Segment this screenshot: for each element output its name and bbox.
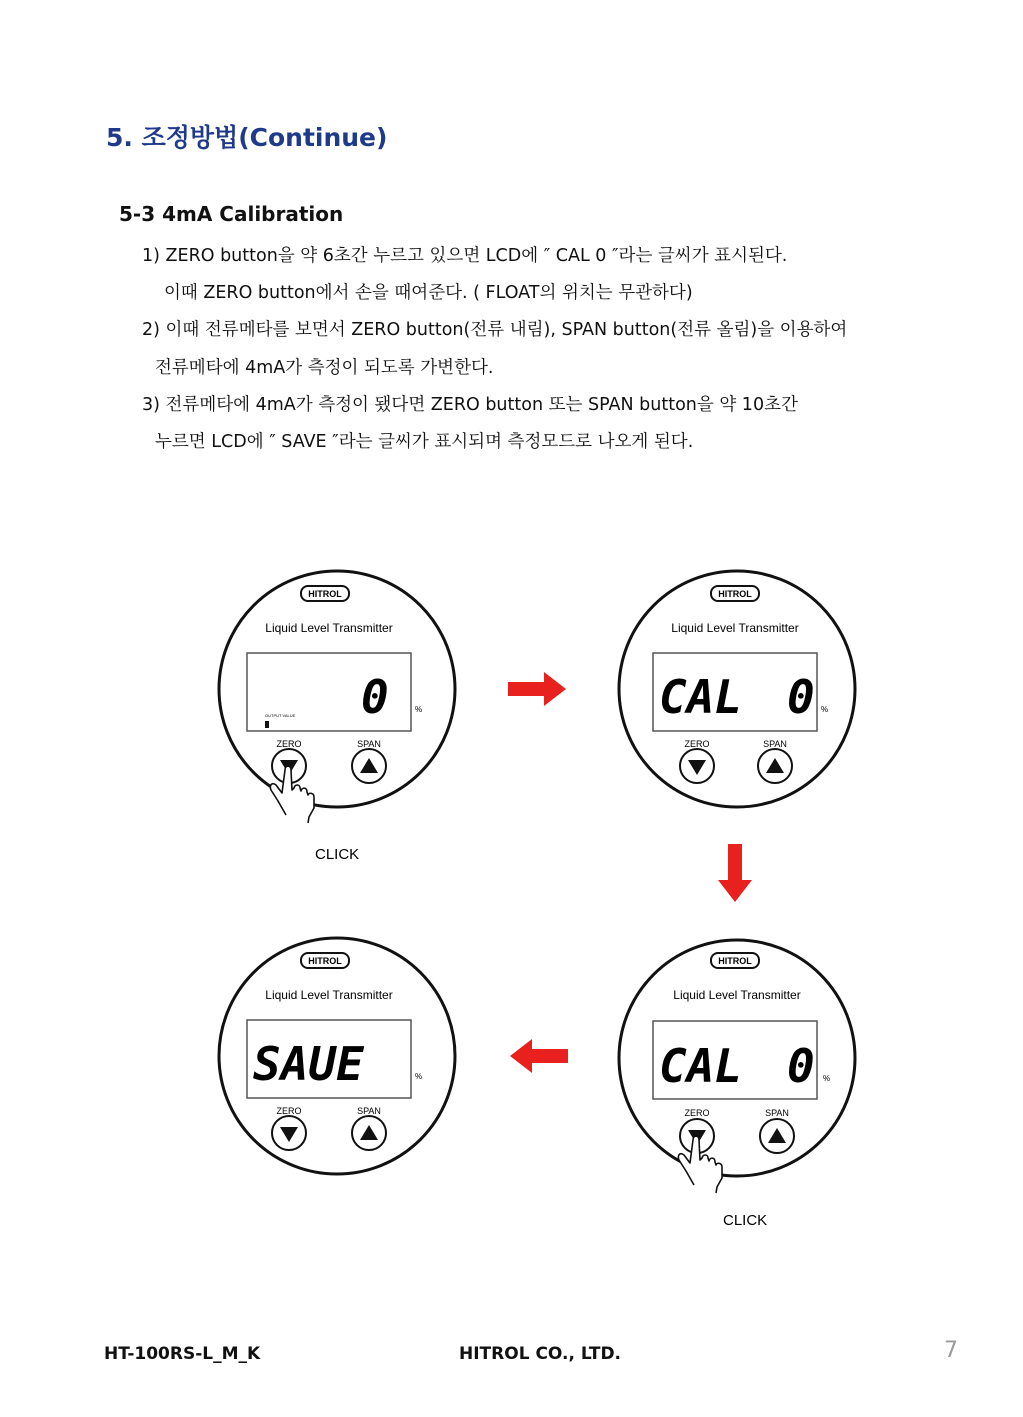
- zero-label: ZERO: [684, 1108, 710, 1118]
- device-label: Liquid Level Transmitter: [673, 988, 801, 1002]
- device-label: Liquid Level Transmitter: [671, 621, 799, 635]
- section-title: 5. 조정방법(Continue): [106, 123, 388, 152]
- output-label: OUTPUT VALUE: [265, 713, 296, 718]
- lcd-value: 0: [787, 670, 815, 724]
- sub-title: 5-3 4mA Calibration: [119, 202, 344, 226]
- zero-label: ZERO: [684, 739, 710, 749]
- step-line-3: 2) 이때 전류메타를 보면서 ZERO button(전류 내림), SPAN button(전류 올림)을 이용하여: [142, 320, 848, 340]
- span-label: SPAN: [357, 1106, 381, 1116]
- arrow-right-icon: [508, 672, 568, 706]
- click-label: CLICK: [315, 846, 360, 863]
- zero-label: ZERO: [276, 1106, 302, 1116]
- transmitter-diagram-2: [615, 565, 871, 821]
- lcd-text-cal: CAL: [659, 670, 743, 724]
- arrow-left-icon: [508, 1039, 568, 1073]
- unit-label: %: [415, 1072, 423, 1081]
- lcd-value: 0: [361, 670, 389, 724]
- transmitter-diagram-3: [209, 932, 465, 1188]
- device-label: Liquid Level Transmitter: [265, 621, 393, 635]
- brand-logo: HITROL: [718, 589, 752, 599]
- transmitter-diagram-4: [615, 932, 871, 1229]
- lcd-value: 0: [787, 1039, 815, 1093]
- lcd-text-save: SAUE: [253, 1037, 364, 1091]
- unit-label: %: [415, 705, 423, 714]
- step-line-6: 누르면 LCD에 ″ SAVE ″라는 글씨가 표시되며 측정모드로 나오게 된다.: [155, 432, 694, 452]
- page-number: 7: [944, 1338, 958, 1363]
- unit-label: %: [821, 705, 829, 714]
- footer-company: HITROL CO., LTD.: [459, 1344, 622, 1364]
- device-label: Liquid Level Transmitter: [265, 988, 393, 1002]
- brand-logo: HITROL: [308, 956, 342, 966]
- step-line-4: 전류메타에 4mA가 측정이 되도록 가변한다.: [155, 358, 494, 378]
- step-line-1: 1) ZERO button을 약 6초간 누르고 있으면 LCD에 ″ CAL 0 ″라는 글씨가 표시된다.: [142, 246, 788, 266]
- span-label: SPAN: [763, 739, 787, 749]
- transmitter-diagram-1: [209, 565, 465, 863]
- step-line-2: 이때 ZERO button에서 손을 때여준다. ( FLOAT의 위치는 무관하다): [164, 283, 693, 303]
- span-label: SPAN: [765, 1108, 789, 1118]
- arrow-down-icon: [718, 844, 752, 902]
- unit-label: %: [823, 1074, 831, 1083]
- span-label: SPAN: [357, 739, 381, 749]
- step-line-5: 3) 전류메타에 4mA가 측정이 됐다면 ZERO button 또는 SPAN button을 약 10초간: [142, 395, 798, 415]
- footer-model: HT-100RS-L_M_K: [104, 1344, 261, 1364]
- lcd-text-cal: CAL: [659, 1039, 743, 1093]
- brand-logo: HITROL: [308, 589, 342, 599]
- brand-logo: HITROL: [718, 956, 752, 966]
- zero-label: ZERO: [276, 739, 302, 749]
- click-label: CLICK: [723, 1212, 768, 1229]
